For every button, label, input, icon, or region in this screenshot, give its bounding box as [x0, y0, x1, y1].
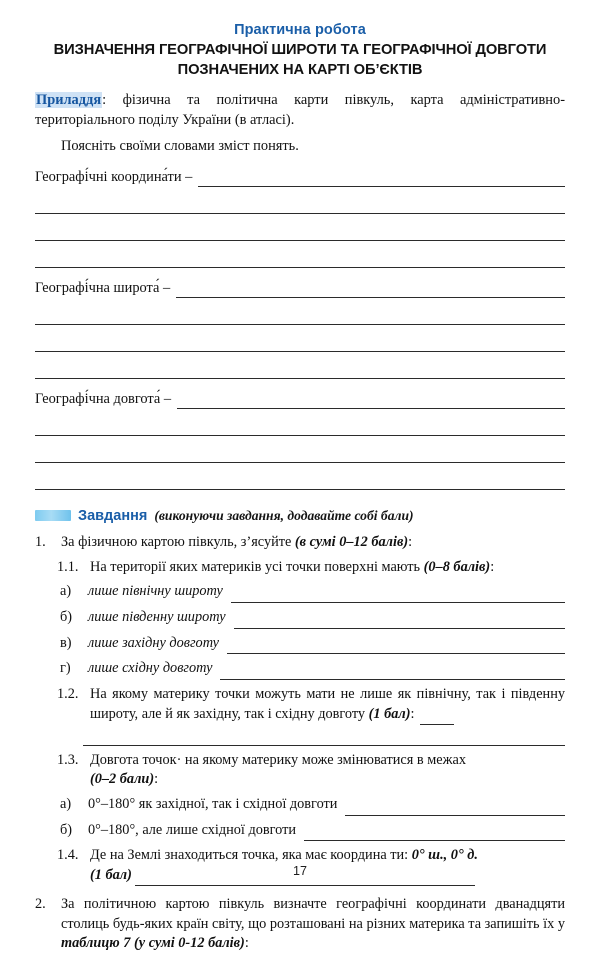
task-marker: 1.2. — [57, 686, 79, 703]
task-tail: : — [244, 935, 249, 952]
task-item-1 — [35, 533, 565, 553]
answer-rule[interactable] — [227, 639, 565, 654]
term-label: Географі́чна довгота́ – — [35, 390, 172, 407]
option-body — [88, 582, 565, 603]
equipment-label: Приладдя — [36, 92, 102, 109]
task-text-main: Де на Землі знаходиться точка, яка має координа ти: — [90, 847, 412, 864]
task-coordinates: 0° ш., 0° д. — [411, 847, 478, 864]
task-marker: 1. — [35, 533, 46, 550]
option-body — [88, 608, 565, 629]
tasks-bar-icon — [35, 510, 71, 521]
task-marker: 1.3. — [57, 751, 79, 768]
option-body — [88, 634, 565, 655]
task-text-main: На території яких материків усі точки поверхні мають — [90, 558, 424, 575]
term-row — [35, 280, 565, 298]
answer-rule[interactable] — [220, 665, 565, 680]
answer-rule[interactable] — [35, 300, 565, 325]
answer-rule[interactable] — [177, 393, 565, 409]
term-block-latitude — [35, 280, 565, 379]
practical-work-kicker: Практична робота — [234, 22, 366, 38]
option-label: лише південну широту — [88, 608, 226, 625]
task-points: (1 бал) — [90, 867, 132, 884]
task-item-1-1 — [35, 558, 565, 578]
option-row-1-3-b — [35, 821, 565, 842]
option-label: лише північну широту — [88, 583, 223, 600]
option-marker: а) — [60, 583, 72, 600]
term-label: Географі́чні координа́ти – — [35, 168, 193, 185]
option-row-v — [35, 634, 565, 655]
task-text — [61, 895, 565, 954]
term-block-longitude — [35, 391, 565, 490]
answer-rule[interactable] — [35, 327, 565, 352]
answer-rule[interactable] — [83, 725, 565, 746]
instruction-paragraph: Поясніть своїми словами зміст понять. — [61, 138, 299, 155]
term-row — [35, 169, 565, 187]
task-item-1-3 — [35, 751, 565, 790]
task-marker: 1.1. — [57, 558, 79, 575]
option-label: лише західну довготу — [88, 634, 220, 651]
task-text-main: За фізичною картою півкуль, з’ясуйте — [61, 533, 295, 550]
task-marker: 1.4. — [57, 847, 79, 864]
task-text — [90, 685, 565, 724]
term-label: Географі́чна широта́ – — [35, 279, 171, 296]
option-label: 0°–180°, але лише східної довготи — [88, 821, 297, 838]
task-text — [90, 558, 565, 578]
option-marker: б) — [60, 821, 73, 838]
answer-rule[interactable] — [176, 282, 565, 298]
task-text-main: За політичною картою півкуль визначте географічні координати дванадцяти столиць будь-яких країн світу, що розташовані на різних материка та запишіть їх у — [61, 895, 565, 932]
task-points: (0–2 бали) — [90, 771, 155, 788]
page-title-line-2: ПОЗНАЧЕНИХ НА КАРТІ ОБ’ЄКТІВ — [177, 61, 423, 78]
answer-rule[interactable] — [304, 826, 565, 841]
option-marker: г) — [60, 660, 71, 677]
tasks-heading-label: Завдання — [78, 507, 148, 524]
answer-rule[interactable] — [231, 588, 565, 603]
option-row-h — [35, 659, 565, 680]
task-points: (0–8 балів) — [423, 558, 491, 575]
task-marker: 2. — [35, 895, 46, 912]
task-item-1-2 — [35, 685, 565, 724]
task-tail: : — [490, 558, 495, 575]
task-points: (1 бал) — [368, 705, 411, 722]
task-text-main: На якому материку точки можуть мати не лише як північну, так і південну широту, але й як західну, так і східну довготу — [90, 686, 565, 722]
option-row-a — [35, 582, 565, 603]
option-label: лише східну довготу — [88, 660, 213, 677]
answer-rule[interactable] — [35, 354, 565, 379]
option-row-b — [35, 608, 565, 629]
task-text — [90, 751, 565, 790]
tasks-section-header — [35, 508, 565, 524]
worksheet-page — [0, 22, 600, 952]
page-title-line-1: ВИЗНАЧЕННЯ ГЕОГРАФІЧНОЇ ШИРОТИ ТА ГЕОГРАФІЧНОЇ ДОВГОТИ — [53, 42, 547, 58]
option-marker: а) — [60, 796, 72, 813]
term-block-coordinates — [35, 169, 565, 268]
answer-rule[interactable] — [35, 438, 565, 463]
answer-rule[interactable] — [35, 216, 565, 241]
task-item-2 — [35, 895, 565, 954]
answer-blank-short[interactable] — [420, 712, 454, 725]
answer-rule[interactable] — [198, 171, 565, 187]
task-points: (у сумі 0-12 балів) — [130, 935, 245, 952]
term-row — [35, 391, 565, 409]
equipment-text: : фізична та політична карти півкуль, карта адміністративно-територіального поділу України (в атласі). — [35, 92, 565, 128]
option-marker: б) — [60, 608, 73, 625]
task-tail: : — [408, 533, 413, 550]
answer-rule[interactable] — [35, 411, 565, 436]
option-body — [88, 659, 565, 680]
option-label: 0°–180° як західної, так і східної довготи — [88, 796, 338, 813]
answer-rule[interactable] — [345, 801, 565, 816]
task-text-main: Довгота точок· на якому материку може змінюватися в межах — [90, 751, 466, 768]
option-row-1-3-a — [35, 795, 565, 816]
task-table-ref: таблицю 7 — [61, 935, 131, 952]
task-text — [61, 533, 565, 553]
page-number: 17 — [292, 864, 307, 878]
answer-rule[interactable] — [234, 614, 565, 629]
answer-rule[interactable] — [35, 465, 565, 490]
equipment-paragraph — [35, 91, 565, 130]
option-marker: в) — [60, 634, 72, 651]
answer-rule[interactable] — [35, 189, 565, 214]
task-tail: : — [410, 705, 415, 722]
answer-rule[interactable] — [35, 243, 565, 268]
task-tail: : — [154, 771, 159, 788]
option-body — [88, 795, 565, 816]
task-points: (в сумі 0–12 балів) — [294, 533, 409, 550]
option-body — [88, 821, 565, 842]
tasks-heading-note: (виконуючи завдання, додавайте собі бали) — [154, 507, 414, 523]
